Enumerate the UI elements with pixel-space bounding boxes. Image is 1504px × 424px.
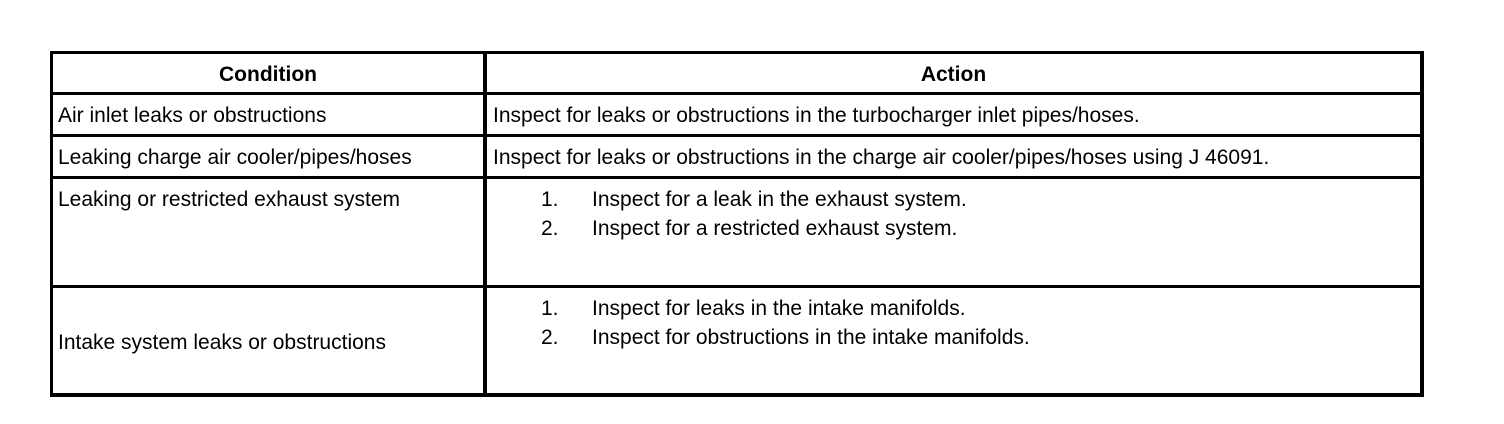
diagnostic-table (50, 51, 1424, 397)
row4-step2-text: Inspect for obstructions in the intake manifolds. (592, 326, 1030, 349)
row-divider (53, 92, 1420, 95)
row-divider (53, 285, 1420, 288)
row1-action: Inspect for leaks or obstructions in the turbocharger inlet pipes/hoses. (493, 104, 1140, 127)
row4-step2-number: 2. (541, 326, 559, 349)
row3-step1-number: 1. (541, 188, 559, 211)
row-divider (53, 134, 1420, 137)
row4-condition: Intake system leaks or obstructions (58, 331, 386, 354)
row4-step1-number: 1. (541, 297, 559, 320)
header-action: Action (920, 63, 987, 86)
header-condition: Condition (219, 63, 317, 86)
column-divider (483, 54, 487, 393)
row4-step1-text: Inspect for leaks in the intake manifolds. (592, 297, 966, 320)
row-divider (53, 176, 1420, 179)
row3-step2-text: Inspect for a restricted exhaust system. (592, 217, 958, 240)
row3-step1-text: Inspect for a leak in the exhaust system. (592, 188, 967, 211)
row2-action: Inspect for leaks or obstructions in the charge air cooler/pipes/hoses using J 46091. (493, 146, 1270, 169)
row3-condition: Leaking or restricted exhaust system (58, 188, 400, 211)
row3-step2-number: 2. (541, 217, 559, 240)
row1-condition: Air inlet leaks or obstructions (58, 104, 327, 127)
row2-condition: Leaking charge air cooler/pipes/hoses (58, 146, 412, 169)
